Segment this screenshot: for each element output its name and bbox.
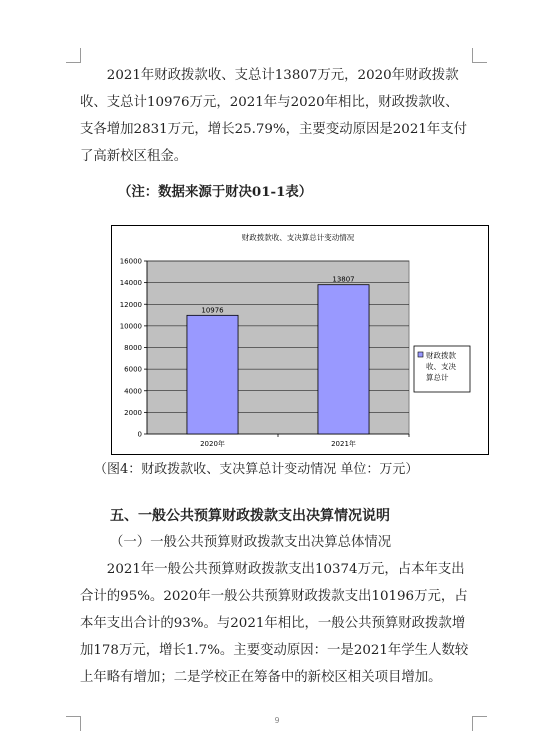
bar — [318, 285, 369, 434]
y-tick-label: 10000 — [119, 322, 142, 331]
legend-label: 收、支决 — [426, 362, 456, 371]
figure-caption: （图4：财政拨款收、支决算总计变动情况 单位：万元） — [94, 462, 419, 477]
legend-swatch — [418, 352, 423, 357]
y-tick-label: 12000 — [119, 300, 142, 309]
x-tick-label: 2021年 — [331, 440, 356, 448]
y-tick-label: 8000 — [124, 344, 142, 352]
y-tick-label: 4000 — [124, 387, 142, 396]
corner-mark-top-left — [66, 48, 81, 63]
y-tick-label: 6000 — [124, 365, 142, 374]
bar — [187, 315, 238, 434]
legend-label: 算总计 — [426, 373, 449, 382]
chart-container — [111, 225, 489, 455]
page-number: 9 — [274, 716, 280, 725]
y-tick-label: 16000 — [119, 257, 142, 266]
x-tick-label: 2020年 — [200, 440, 225, 448]
chart-title: 财政拨款收、支决算总计变动情况 — [241, 233, 355, 242]
y-tick-label: 0 — [137, 430, 142, 439]
paragraph-expenditure: 2021年一般公共预算财政拨款支出10374万元，占本年支出合计的95%。2020年一般公共预算财政拨款支出10196万元，占本年支出合计的93%。与2021年相比，一般公共预算财政拨款增加178万元，增长1.7%。主要变动原因：一是2021年学生人数较上年略有增加；二是学校正在筹备中的新校区相关项目增加。 — [80, 562, 469, 685]
bar-chart — [112, 226, 488, 454]
corner-mark-top-right — [472, 48, 487, 63]
section-heading: 五、一般公共预算财政拨款支出决算情况说明 — [110, 508, 390, 524]
y-tick-label: 2000 — [124, 408, 142, 417]
data-label: 10976 — [201, 306, 224, 315]
data-source-note: （注：数据来源于财决01-1表） — [118, 184, 313, 200]
paragraph-intro: 2021年财政拨款收、支总计13807万元，2020年财政拨款收、支总计10976万元，2021年与2020年相比，财政拨款收、支各增加2831万元，增长25.79%，主要变动原因是2021年支付了高新校区租金。 — [80, 68, 468, 164]
data-label: 13807 — [332, 275, 355, 284]
legend-label: 财政拨款 — [426, 351, 456, 360]
y-tick-label: 14000 — [119, 279, 142, 288]
subsection-heading: （一）一般公共预算财政拨款支出决算总体情况 — [110, 535, 392, 550]
